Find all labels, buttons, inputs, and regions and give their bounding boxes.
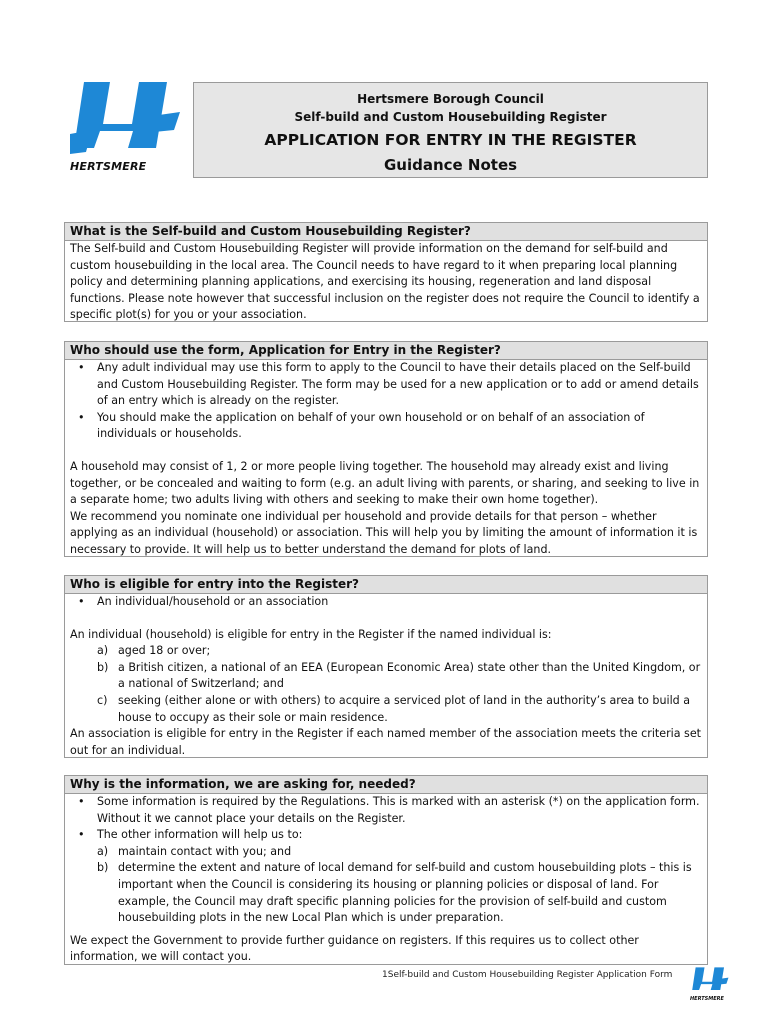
section-text: A household may consist of 1, 2 or more people living together. The household may already exist and living together, or be concealed and waiting to form (e.g. an adult living with parents, or sharing, and seeking to live in a separate home; two adults living with others and seeking to make their own home together). [70, 459, 700, 507]
footer-logo-wordmark: HERTSMERE [690, 996, 724, 1002]
list-item [70, 844, 702, 861]
list-marker: a) [97, 644, 109, 658]
list-item-text: determine the extent and nature of local demand for self-build and custom housebuilding plots – this is important when the Council is considering its housing or planning policies or disposal of land. For example, the Council may draft specific planning policies for the provision of self-build and custom housebuilding plots in the new Local Plan which is under preparation. [118, 861, 692, 925]
list-marker: b) [97, 861, 109, 875]
list-item [70, 693, 702, 726]
list-marker: b) [97, 660, 109, 674]
page-number: 1 [382, 970, 388, 980]
list-item-text: maintain contact with you; and [118, 844, 292, 858]
list-item-text: a British citizen, a national of an EEA (European Economic Area) state other than the United Kingdom, or a national of Switzerland; and [118, 660, 701, 691]
section-heading: Who is eligible for entry into the Register? [65, 576, 707, 594]
list-marker: a) [97, 844, 109, 858]
purpose-list [70, 844, 702, 927]
logo-wordmark: HERTSMERE [70, 160, 147, 173]
bullet-list [70, 594, 702, 611]
page-subtitle: Guidance Notes [383, 156, 518, 174]
list-item [70, 827, 702, 844]
list-item [70, 643, 702, 660]
section-eligibility [64, 575, 708, 758]
list-item: • You should make the application on behalf of your own household or on behalf of an association of individuals or households. [70, 410, 702, 443]
section-what-is-register [64, 222, 708, 322]
list-item-text: The other information will help us to: [97, 828, 303, 842]
section-why-needed [64, 775, 708, 965]
list-marker: c) [97, 693, 108, 707]
section-text: We recommend you nominate one individual per household and provide details for that person – whether applying as an individual (household) or association. This will help you by limiting the amount of information it is necessary to provide. It will help us to better understand the demand for plots of land. [70, 509, 698, 556]
footer-logo [690, 966, 730, 1002]
list-item [70, 660, 702, 693]
section-text: We expect the Government to provide further guidance on registers. If this requires us to collect other information, we will contact you. [70, 933, 639, 964]
list-item-text: seeking (either alone or with others) to acquire a serviced plot of land in the authority’s area to build a house to occupy as their sole or main residence. [118, 693, 691, 724]
page-title: APPLICATION FOR ENTRY IN THE REGISTER [264, 131, 637, 149]
list-item: • An individual/household or an association [70, 594, 702, 611]
section-heading: Who should use the form, Application for Entry in the Register? [65, 342, 707, 360]
list-item: • Some information is required by the Regulations. This is marked with an asterisk (*) on the application form. Without it we cannot place your details on the Register. [70, 794, 702, 827]
section-who-should-use [64, 341, 708, 557]
section-text: The Self-build and Custom Housebuilding Register will provide information on the demand for self-build and custom housebuilding in the local area. The Council needs to have regard to it when preparing local planning policy and determining planning applications, and exercising its housing, regeneration and land disposal functions. Please note however that successful inclusion on the register does not require the Council to identify a specific plot(s) for you or your association. [70, 242, 700, 322]
bullet-list [70, 360, 702, 443]
register-name: Self-build and Custom Housebuilding Register [294, 110, 607, 124]
council-name: Hertsmere Borough Council [357, 92, 544, 106]
list-item-text: aged 18 or over; [118, 644, 211, 658]
bullet-list [70, 794, 702, 844]
title-box [193, 82, 708, 178]
section-text: An individual (household) is eligible for entry in the Register if the named individual is: [70, 627, 552, 641]
hertsmere-logo-icon [690, 966, 730, 992]
section-text: An association is eligible for entry in the Register if each named member of the association meets the criteria set out for an individual. [70, 727, 701, 757]
section-heading: Why is the information, we are asking for, needed? [65, 776, 707, 794]
footer-text: Self-build and Custom Housebuilding Register Application Form [387, 970, 673, 980]
page-footer [382, 970, 672, 980]
section-heading: What is the Self-build and Custom Housebuilding Register? [65, 223, 707, 241]
list-item [70, 860, 702, 926]
criteria-list [70, 643, 702, 726]
list-item: • Any adult individual may use this form to apply to the Council to have their details placed on the Self-build and Custom Housebuilding Register. The form may be used for a new application or to add or amend details of an entry which is already on the register. [70, 360, 702, 410]
